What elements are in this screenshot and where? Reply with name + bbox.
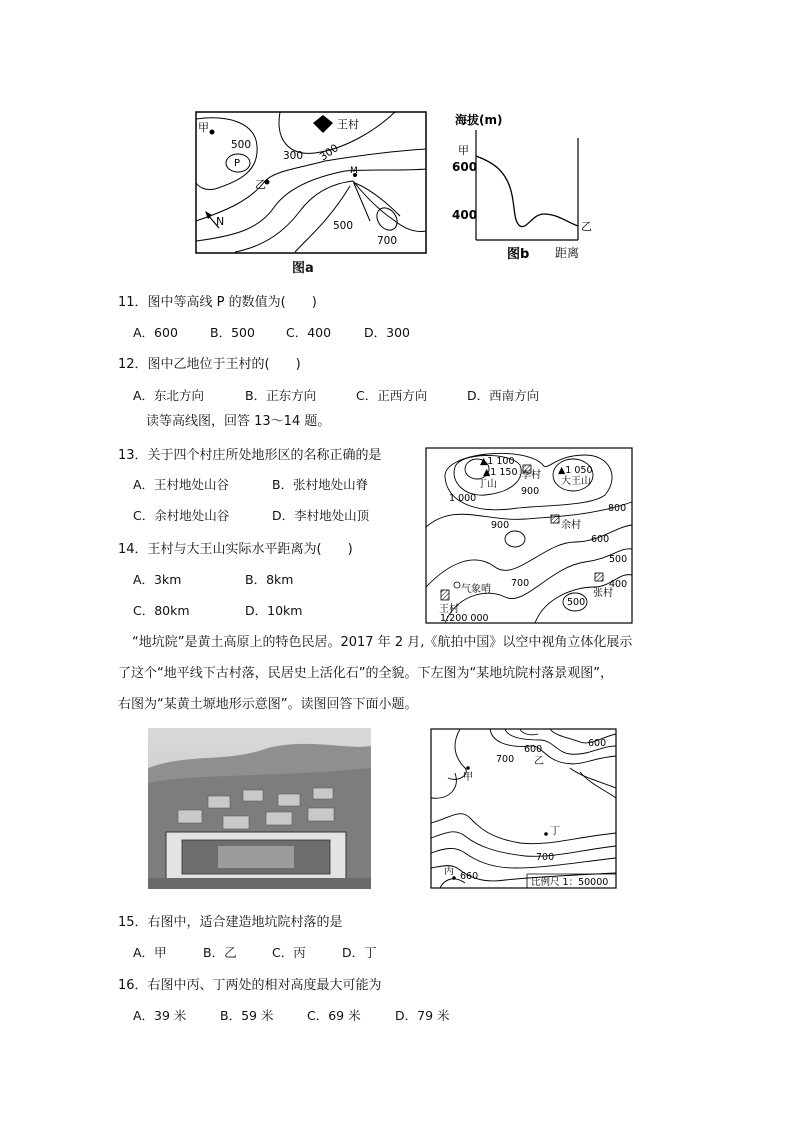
map2-contour-label: 900 <box>491 520 510 531</box>
map2-contour-label: 1 000 <box>449 493 477 504</box>
question-14-option-a[interactable]: A．3km <box>133 572 182 587</box>
fig-a-contour-label: 500 <box>333 220 354 232</box>
fig-a-p-label: P <box>234 158 241 169</box>
question-15-stem: 15．右图中，适合建造地坑院村落的是 <box>118 915 343 930</box>
question-11-stem: 11．图中等高线 P 的数值为( ) <box>118 295 317 310</box>
map2-contour-label: 800 <box>608 503 627 514</box>
question-12-option-a[interactable]: A．东北方向 <box>133 388 205 403</box>
question-14-stem: 14．王村与大王山实际水平距离为( ) <box>118 542 353 557</box>
figure-a-caption: 图a <box>292 261 314 276</box>
question-12-option-b[interactable]: B．正东方向 <box>245 388 317 403</box>
question-16-stem: 16．右图中丙、丁两处的相对高度最大可能为 <box>118 978 382 993</box>
map3-contour-label: 700 <box>536 852 555 863</box>
passage-line-3: 右图为“某黄土塬地形示意图”。读图回答下面小题。 <box>118 697 418 712</box>
intro-13-14: 读等高线图，回答 13～14 题。 <box>146 414 331 429</box>
map2-place-label: 气象哨 <box>461 584 491 595</box>
map3-place-label: 丁 <box>550 826 560 837</box>
map2-contour-label: 400 <box>609 579 628 590</box>
fig-b-start-label: 甲 <box>458 144 469 157</box>
map2-peak-label: ▲1 100 <box>480 456 515 467</box>
question-15-option-b[interactable]: B．乙 <box>203 945 237 960</box>
dikengyuan-village-photo <box>148 728 371 889</box>
map2-scale: 1:200 000 <box>440 613 489 624</box>
fig-a-jia-label: 甲 <box>198 121 209 134</box>
question-12-stem: 12．图中乙地位于王村的( ) <box>118 357 301 372</box>
loess-tableland-map <box>430 728 617 890</box>
question-16-option-c[interactable]: C．69 米 <box>307 1008 361 1023</box>
map3-contour-label: 600 <box>588 738 607 749</box>
fig-b-caption: 图b <box>507 247 530 262</box>
map3-contour-label: 700 <box>496 754 515 765</box>
map2-contour-label: 500 <box>609 554 628 565</box>
question-15-option-a[interactable]: A．甲 <box>133 945 167 960</box>
map2-place-label: 张村 <box>593 588 613 599</box>
question-14-option-b[interactable]: B．8km <box>245 572 294 587</box>
question-11-option-a[interactable]: A．600 <box>133 325 178 340</box>
map2-place-label: 丁山 <box>477 479 497 490</box>
fig-a-yi-label: 乙 <box>255 178 266 191</box>
question-11-option-b[interactable]: B．500 <box>210 325 255 340</box>
question-13-option-b[interactable]: B．张村地处山脊 <box>272 477 369 492</box>
question-16-option-d[interactable]: D．79 米 <box>395 1008 450 1023</box>
question-15-option-d[interactable]: D．丁 <box>342 945 377 960</box>
question-13-option-d[interactable]: D．李村地处山顶 <box>272 508 370 523</box>
passage-line-1: “地坑院”是黄土高原上的特色民居。2017 年 2 月,《航拍中国》以空中视角立体化展示 <box>132 635 633 650</box>
fig-b-y-title: 海拔(m) <box>455 113 503 127</box>
map2-peak-label: ▲1 150 <box>483 467 518 478</box>
passage-line-2: 了这个“地平线下古村落，民居史上活化石”的全貌。下左图为“某地坑院村落景观图”， <box>118 666 613 681</box>
question-13-option-a[interactable]: A．王村地处山谷 <box>133 477 230 492</box>
question-13-option-c[interactable]: C．余村地处山谷 <box>133 508 230 523</box>
question-11-option-c[interactable]: C．400 <box>286 325 332 340</box>
question-16-option-a[interactable]: A．39 米 <box>133 1008 187 1023</box>
map3-contour-label: 600 <box>524 744 543 755</box>
map2-contour-label: 900 <box>521 486 540 497</box>
map2-place-label: 大王山 <box>561 476 591 487</box>
question-14-option-d[interactable]: D．10km <box>245 603 303 618</box>
fig-b-end-label: 乙 <box>581 220 592 233</box>
fig-a-contour-label: 300 <box>317 141 341 164</box>
map2-place-label: 余村 <box>561 520 581 531</box>
question-12-option-d[interactable]: D．西南方向 <box>467 388 540 403</box>
fig-a-contour-label: 500 <box>231 139 252 151</box>
question-15-option-c[interactable]: C．丙 <box>272 945 306 960</box>
map2-contour-label: 500 <box>567 597 586 608</box>
fig-a-m-label: M <box>350 166 358 176</box>
map2-peak-label: ▲1 050 <box>558 465 593 476</box>
map2-contour-label: 600 <box>591 534 610 545</box>
question-11-option-d[interactable]: D．300 <box>364 325 410 340</box>
fig-b-x-title: 距离 <box>555 246 580 260</box>
question-14-option-c[interactable]: C．80km <box>133 603 190 618</box>
fig-a-contour-label: 700 <box>377 235 398 247</box>
fig-b-tick: 400 <box>452 208 478 222</box>
map3-scale: 比例尺 1：50000 <box>531 877 609 888</box>
question-12-option-c[interactable]: C．正西方向 <box>356 388 428 403</box>
map2-contour-label: 700 <box>511 578 530 589</box>
fig-a-contour-label: 300 <box>283 150 304 162</box>
figure-b-profile <box>452 110 592 262</box>
village-contour-map <box>425 447 633 625</box>
question-13-stem: 13．关于四个村庄所处地形区的名称正确的是 <box>118 448 382 463</box>
fig-a-n-label: N <box>216 215 225 228</box>
map3-place-label: 丙 <box>444 866 454 877</box>
map2-place-label: 王村 <box>439 604 459 615</box>
map3-place-label: 乙 <box>534 756 544 767</box>
fig-b-tick: 600 <box>452 160 478 174</box>
question-16-option-b[interactable]: B．59 米 <box>220 1008 274 1023</box>
map3-contour-label: 660 <box>460 871 479 882</box>
fig-a-wangcun-label: 王村 <box>337 118 359 131</box>
map2-place-label: 李村 <box>521 470 541 481</box>
map3-place-label: 甲 <box>463 772 473 783</box>
figure-a-contour-map <box>195 111 427 256</box>
